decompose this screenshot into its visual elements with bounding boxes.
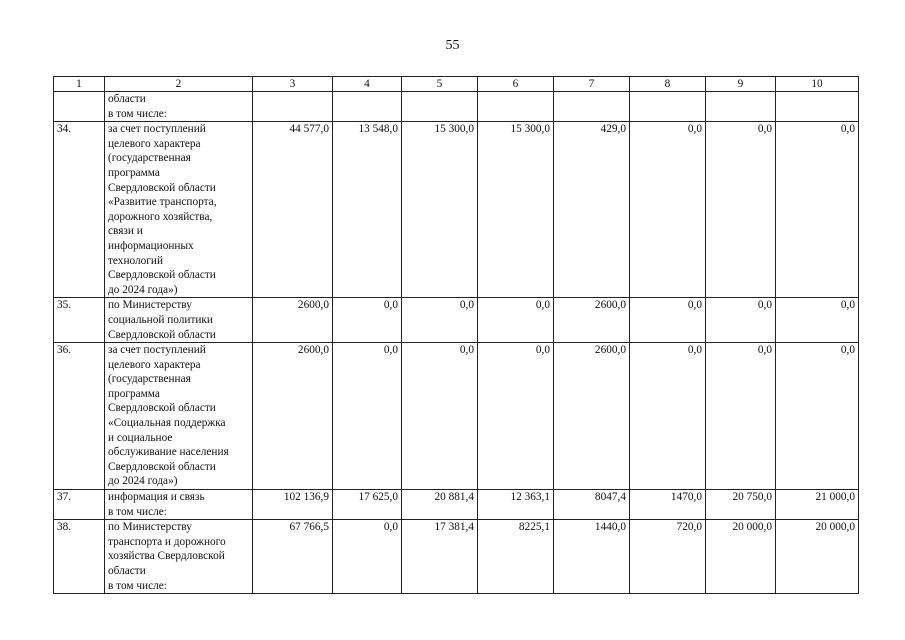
row-value-col-7 bbox=[554, 92, 630, 122]
row-value-col-4 bbox=[333, 92, 402, 122]
row-value-col-6: 15 300,0 bbox=[478, 122, 554, 298]
table-row bbox=[54, 520, 859, 594]
row-name: по Министерству транспорта и дорожного хозяйства Свердловской области в том числе: bbox=[105, 520, 253, 594]
column-header-7: 7 bbox=[554, 77, 630, 92]
column-header-3: 3 bbox=[253, 77, 333, 92]
row-value-col-5: 0,0 bbox=[402, 298, 478, 343]
row-value-col-10: 0,0 bbox=[776, 298, 859, 343]
header-row bbox=[54, 77, 859, 92]
row-index: 38. bbox=[54, 520, 105, 594]
column-header-5: 5 bbox=[402, 77, 478, 92]
row-value-col-6: 0,0 bbox=[478, 298, 554, 343]
row-value-col-4: 0,0 bbox=[333, 520, 402, 594]
row-index: 36. bbox=[54, 343, 105, 490]
row-value-col-4: 0,0 bbox=[333, 298, 402, 343]
row-value-col-10 bbox=[776, 92, 859, 122]
row-value-col-9: 20 000,0 bbox=[706, 520, 776, 594]
row-value-col-5: 0,0 bbox=[402, 343, 478, 490]
row-value-col-7: 8047,4 bbox=[554, 490, 630, 520]
row-value-col-10: 21 000,0 bbox=[776, 490, 859, 520]
row-value-col-3 bbox=[253, 92, 333, 122]
row-index: 37. bbox=[54, 490, 105, 520]
row-value-col-6: 8225,1 bbox=[478, 520, 554, 594]
column-header-4: 4 bbox=[333, 77, 402, 92]
row-index: 35. bbox=[54, 298, 105, 343]
row-value-col-4: 13 548,0 bbox=[333, 122, 402, 298]
row-value-col-8: 0,0 bbox=[630, 122, 706, 298]
budget-table bbox=[53, 76, 859, 594]
row-value-col-8: 0,0 bbox=[630, 343, 706, 490]
row-value-col-6: 12 363,1 bbox=[478, 490, 554, 520]
row-value-col-4: 17 625,0 bbox=[333, 490, 402, 520]
row-value-col-9 bbox=[706, 92, 776, 122]
row-value-col-4: 0,0 bbox=[333, 343, 402, 490]
column-header-9: 9 bbox=[706, 77, 776, 92]
column-header-8: 8 bbox=[630, 77, 706, 92]
row-value-col-3: 67 766,5 bbox=[253, 520, 333, 594]
row-value-col-9: 20 750,0 bbox=[706, 490, 776, 520]
row-value-col-8: 0,0 bbox=[630, 298, 706, 343]
row-name: за счет поступлений целевого характера (государственная программа Свердловской области «Социальная поддержка и социальное обслуживание населения Свердловской области до 2024 года») bbox=[105, 343, 253, 490]
table-row bbox=[54, 298, 859, 343]
page-number: 55 bbox=[445, 38, 460, 53]
row-value-col-7: 1440,0 bbox=[554, 520, 630, 594]
table-row bbox=[54, 490, 859, 520]
row-value-col-9: 0,0 bbox=[706, 298, 776, 343]
row-value-col-10: 0,0 bbox=[776, 343, 859, 490]
row-value-col-5: 17 381,4 bbox=[402, 520, 478, 594]
row-value-col-10: 0,0 bbox=[776, 122, 859, 298]
row-value-col-8 bbox=[630, 92, 706, 122]
row-index: 34. bbox=[54, 122, 105, 298]
row-value-col-3: 44 577,0 bbox=[253, 122, 333, 298]
column-header-10: 10 bbox=[776, 77, 859, 92]
row-index bbox=[54, 92, 105, 122]
column-header-1: 1 bbox=[54, 77, 105, 92]
row-value-col-8: 720,0 bbox=[630, 520, 706, 594]
table-row bbox=[54, 122, 859, 298]
row-value-col-8: 1470,0 bbox=[630, 490, 706, 520]
row-name: по Министерству социальной политики Свердловской области bbox=[105, 298, 253, 343]
row-value-col-5: 15 300,0 bbox=[402, 122, 478, 298]
row-value-col-3: 102 136,9 bbox=[253, 490, 333, 520]
table-body bbox=[54, 92, 859, 594]
row-name: информация и связь в том числе: bbox=[105, 490, 253, 520]
row-value-col-5 bbox=[402, 92, 478, 122]
row-name: за счет поступлений целевого характера (государственная программа Свердловской области «Развитие транспорта, дорожного хозяйства, связи и информационных технологий Свердловской области до 2024 года») bbox=[105, 122, 253, 298]
row-name: области в том числе: bbox=[105, 92, 253, 122]
row-value-col-3: 2600,0 bbox=[253, 298, 333, 343]
row-value-col-6 bbox=[478, 92, 554, 122]
row-value-col-9: 0,0 bbox=[706, 343, 776, 490]
row-value-col-9: 0,0 bbox=[706, 122, 776, 298]
row-value-col-5: 20 881,4 bbox=[402, 490, 478, 520]
table-row bbox=[54, 92, 859, 122]
column-header-2: 2 bbox=[105, 77, 253, 92]
row-value-col-3: 2600,0 bbox=[253, 343, 333, 490]
row-value-col-7: 2600,0 bbox=[554, 343, 630, 490]
row-value-col-6: 0,0 bbox=[478, 343, 554, 490]
row-value-col-7: 429,0 bbox=[554, 122, 630, 298]
row-value-col-10: 20 000,0 bbox=[776, 520, 859, 594]
row-value-col-7: 2600,0 bbox=[554, 298, 630, 343]
table-row bbox=[54, 343, 859, 490]
column-header-6: 6 bbox=[478, 77, 554, 92]
